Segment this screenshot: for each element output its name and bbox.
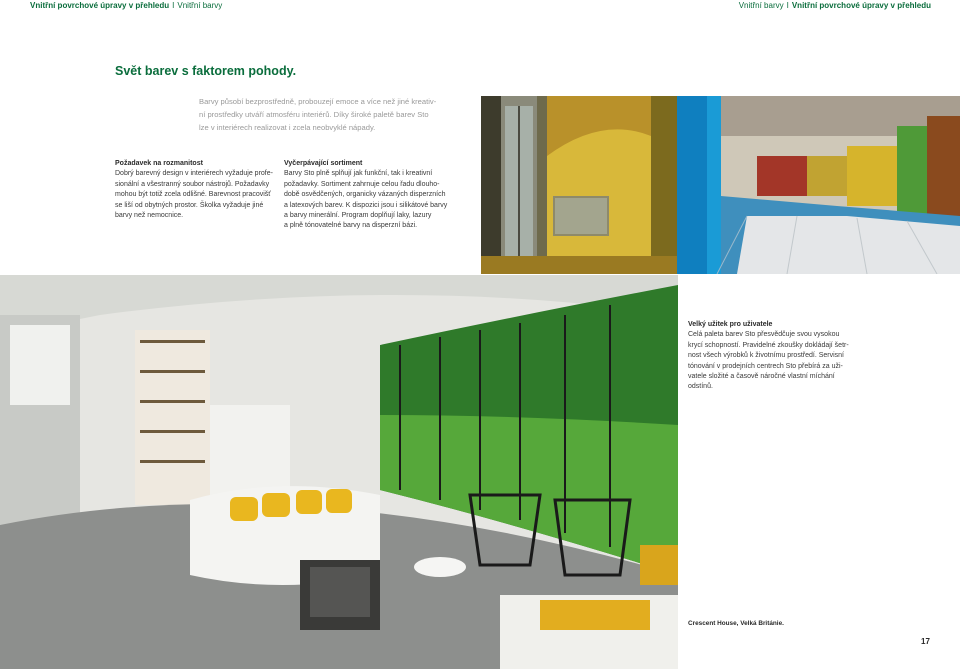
section-title: Požadavek na rozmanitost bbox=[115, 160, 203, 167]
section-line: a barvy minerální. Program doplňují laky, lazury bbox=[284, 212, 432, 220]
section-line: se liší od obytných prostor. Školka vyžaduje jiné bbox=[115, 201, 264, 209]
section-line: barvy než nemocnice. bbox=[115, 212, 184, 220]
header-separator: I bbox=[786, 1, 789, 10]
section-user-benefit bbox=[688, 320, 856, 393]
section-title: Velký užitek pro uživatele bbox=[688, 321, 773, 328]
header-left-section: Vnitřní povrchové úpravy v přehledu bbox=[30, 1, 170, 10]
header-right-section: Vnitřní povrchové úpravy v přehledu bbox=[791, 1, 931, 10]
section-line: a latexových barev. K dispozici jsou i silikátové barvy bbox=[284, 201, 448, 209]
intro-line: Barvy působí bezprostředně, probouzejí emoce a více než jiné kreativ- bbox=[199, 97, 437, 106]
section-line: sionální a všestranný soubor nástrojů. Požadavky bbox=[115, 180, 270, 188]
section-line: nost všech výrobků k životnímu prostředí. Servisní bbox=[688, 352, 845, 360]
photo-yellow-interior-graphic bbox=[481, 96, 677, 274]
section-line: mohou být totiž zcela odlišné. Barevnost pracovišť bbox=[115, 191, 271, 199]
header-right bbox=[739, 1, 931, 10]
section-line: krycí schopností. Pravidelné zkoušky dokládají šetr- bbox=[688, 341, 849, 349]
section-line: odstínů. bbox=[688, 383, 713, 391]
section-line: Celá paleta barev Sto přesvědčuje svou vysokou bbox=[688, 331, 840, 339]
section-line: době osvědčených, organicky vázaných disperzních bbox=[284, 191, 446, 199]
header-right-subsection: Vnitřní barvy bbox=[738, 1, 784, 10]
intro-paragraph bbox=[199, 95, 449, 134]
photo-living-room-graphic bbox=[0, 275, 678, 669]
section-line: požadavky. Sortiment zahrnuje celou řadu dlouho- bbox=[284, 180, 440, 188]
intro-line: lze v interiérech realizovat i zcela neobvyklé nápady. bbox=[199, 123, 376, 132]
page-number: 17 bbox=[921, 637, 930, 646]
photo-yellow-interior bbox=[481, 96, 677, 274]
section-assortment bbox=[284, 159, 454, 232]
section-title: Vyčerpávající sortiment bbox=[284, 160, 363, 167]
header-separator: I bbox=[172, 1, 175, 10]
photo-living-room bbox=[0, 275, 678, 669]
photo-caption: Crescent House, Velká Británie. bbox=[688, 620, 784, 627]
section-line: vatele složité a časově náročné vlastní míchání bbox=[688, 373, 835, 381]
section-line: a plně tónovatelné barvy na disperzní bázi. bbox=[284, 222, 418, 230]
header-left bbox=[30, 1, 222, 10]
page-title: Svět barev s faktorem pohody. bbox=[115, 64, 297, 78]
page-header bbox=[0, 0, 960, 16]
section-variety bbox=[115, 159, 275, 221]
section-line: tónování v prodejních centrech Sto přebírá za uži- bbox=[688, 362, 843, 370]
section-line: Dobrý barevný design v interiérech vyžaduje profe- bbox=[115, 170, 273, 178]
photo-indoor-pool bbox=[677, 96, 960, 274]
header-left-subsection: Vnitřní barvy bbox=[177, 1, 223, 10]
photo-indoor-pool-graphic bbox=[677, 96, 960, 274]
section-line: Barvy Sto plně splňují jak funkční, tak i kreativní bbox=[284, 170, 433, 178]
intro-line: ní prostředky utváří atmosféru interiérů. Díky široké paletě barev Sto bbox=[199, 110, 429, 119]
